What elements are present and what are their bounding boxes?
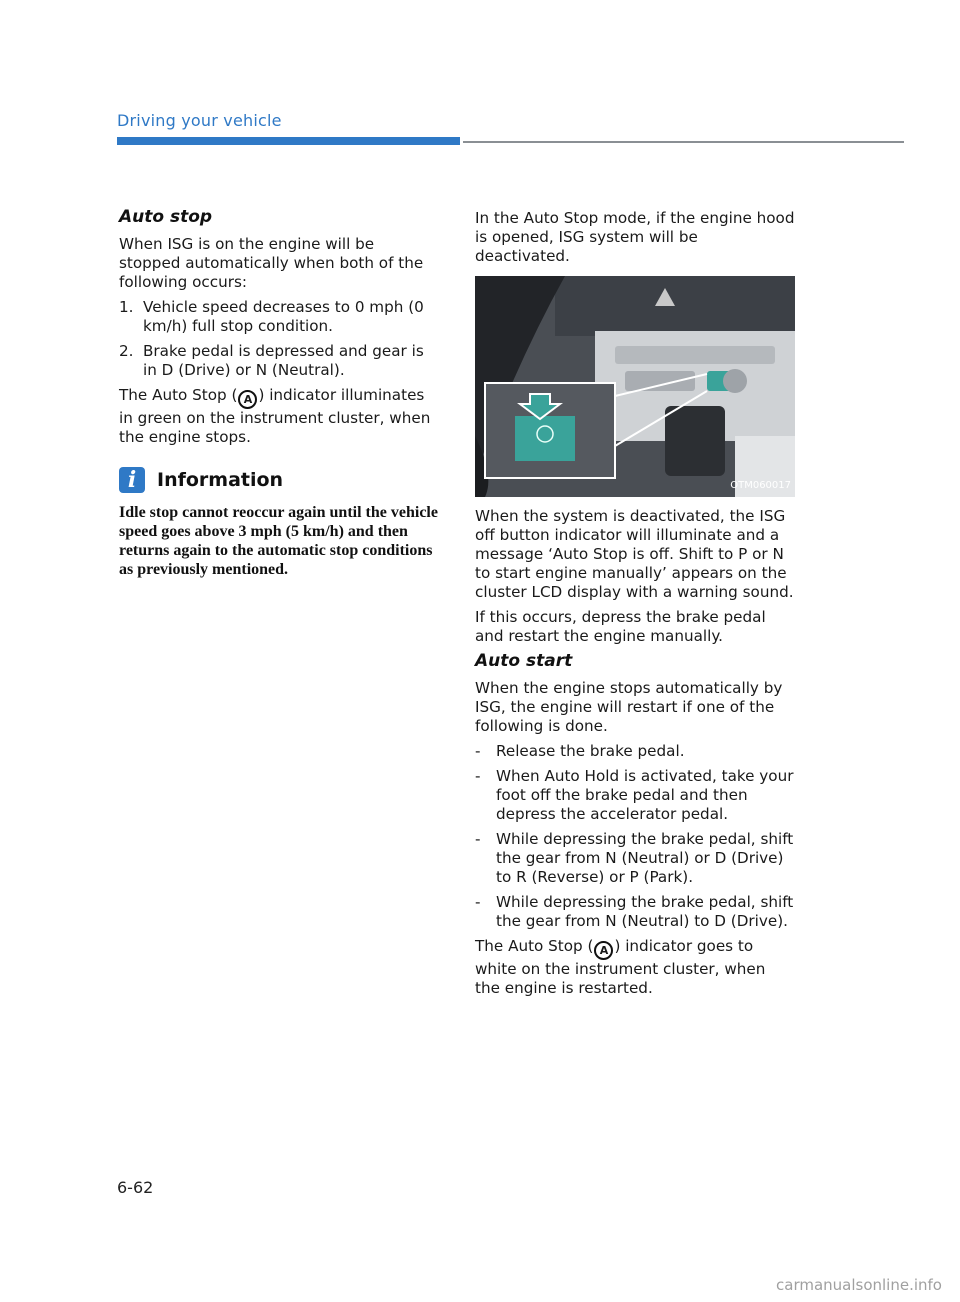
auto-stop-indicator-icon: A	[594, 941, 613, 960]
list-number: 1.	[119, 298, 134, 316]
auto-stop-indicator-icon: A	[238, 390, 257, 409]
header-rule	[463, 141, 904, 143]
list-number: 2.	[119, 342, 134, 360]
indicator-paragraph	[119, 386, 439, 447]
restart-actions-list	[475, 742, 795, 931]
list-item	[475, 830, 795, 887]
header-accent-bar	[117, 137, 460, 145]
figure-code: OTM060017	[730, 480, 791, 491]
list-dash: -	[475, 767, 481, 785]
information-box	[119, 467, 439, 579]
restart-paragraph: If this occurs, depress the brake pedal and restart the engine manually.	[475, 608, 766, 645]
list-dash: -	[475, 742, 481, 760]
information-header	[119, 467, 439, 493]
deactivated-paragraph: When the system is deactivated, the ISG off button indicator will illuminate and a message ‘Auto Stop is off. Shift to P or N to start engine manually’ appears on the cluster LCD display with a warning sound.	[475, 507, 794, 601]
section-title: Driving your vehicle	[117, 111, 282, 130]
list-item	[119, 342, 439, 380]
list-text: Brake pedal is depressed and gear is in D (Drive) or N (Neutral).	[143, 342, 424, 379]
right-column	[475, 209, 795, 1004]
list-item	[119, 298, 439, 336]
information-title: Information	[157, 468, 284, 491]
indicator-pre: The Auto Stop (	[475, 937, 594, 955]
auto-start-heading: Auto start	[475, 651, 573, 671]
info-icon: i	[119, 467, 145, 493]
isg-button-figure	[475, 276, 795, 497]
auto-stop-intro: When ISG is on the engine will be stopped automatically when both of the following occurs:	[119, 235, 424, 291]
list-text: While depressing the brake pedal, shift the gear from N (Neutral) or D (Drive) to R (Reverse) or P (Park).	[496, 830, 794, 886]
list-dash: -	[475, 893, 481, 911]
indicator-white-paragraph	[475, 937, 795, 998]
dashboard-photo-illustration	[475, 276, 795, 497]
auto-stop-heading: Auto stop	[119, 207, 213, 227]
hood-paragraph: In the Auto Stop mode, if the engine hood is opened, ISG system will be deactivated.	[475, 209, 795, 265]
auto-start-intro: When the engine stops automatically by ISG, the engine will restart if one of the following is done.	[475, 679, 783, 735]
information-text: Idle stop cannot reoccur again until the vehicle speed goes above 3 mph (5 km/h) and then returns again to the automatic stop conditions as previously mentioned.	[119, 504, 438, 578]
stop-conditions-list	[119, 298, 439, 380]
list-dash: -	[475, 830, 481, 848]
list-item	[475, 767, 795, 824]
watermark: carmanualsonline.info	[776, 1276, 942, 1294]
indicator-post: ) indicator goes to white on the instrument cluster, when the engine is restarted.	[475, 937, 766, 997]
list-text: Release the brake pedal.	[496, 742, 685, 760]
list-item	[475, 893, 795, 931]
list-text: Vehicle speed decreases to 0 mph (0 km/h) full stop condition.	[143, 298, 424, 335]
page-number: 6-62	[117, 1178, 154, 1197]
list-item	[475, 742, 795, 761]
list-text: When Auto Hold is activated, take your foot off the brake pedal and then depress the accelerator pedal.	[496, 767, 794, 823]
indicator-post: ) indicator illuminates in green on the instrument cluster, when the engine stops.	[119, 386, 431, 446]
indicator-pre: The Auto Stop (	[119, 386, 238, 404]
left-column	[119, 208, 439, 579]
list-text: While depressing the brake pedal, shift the gear from N (Neutral) to D (Drive).	[496, 893, 794, 930]
